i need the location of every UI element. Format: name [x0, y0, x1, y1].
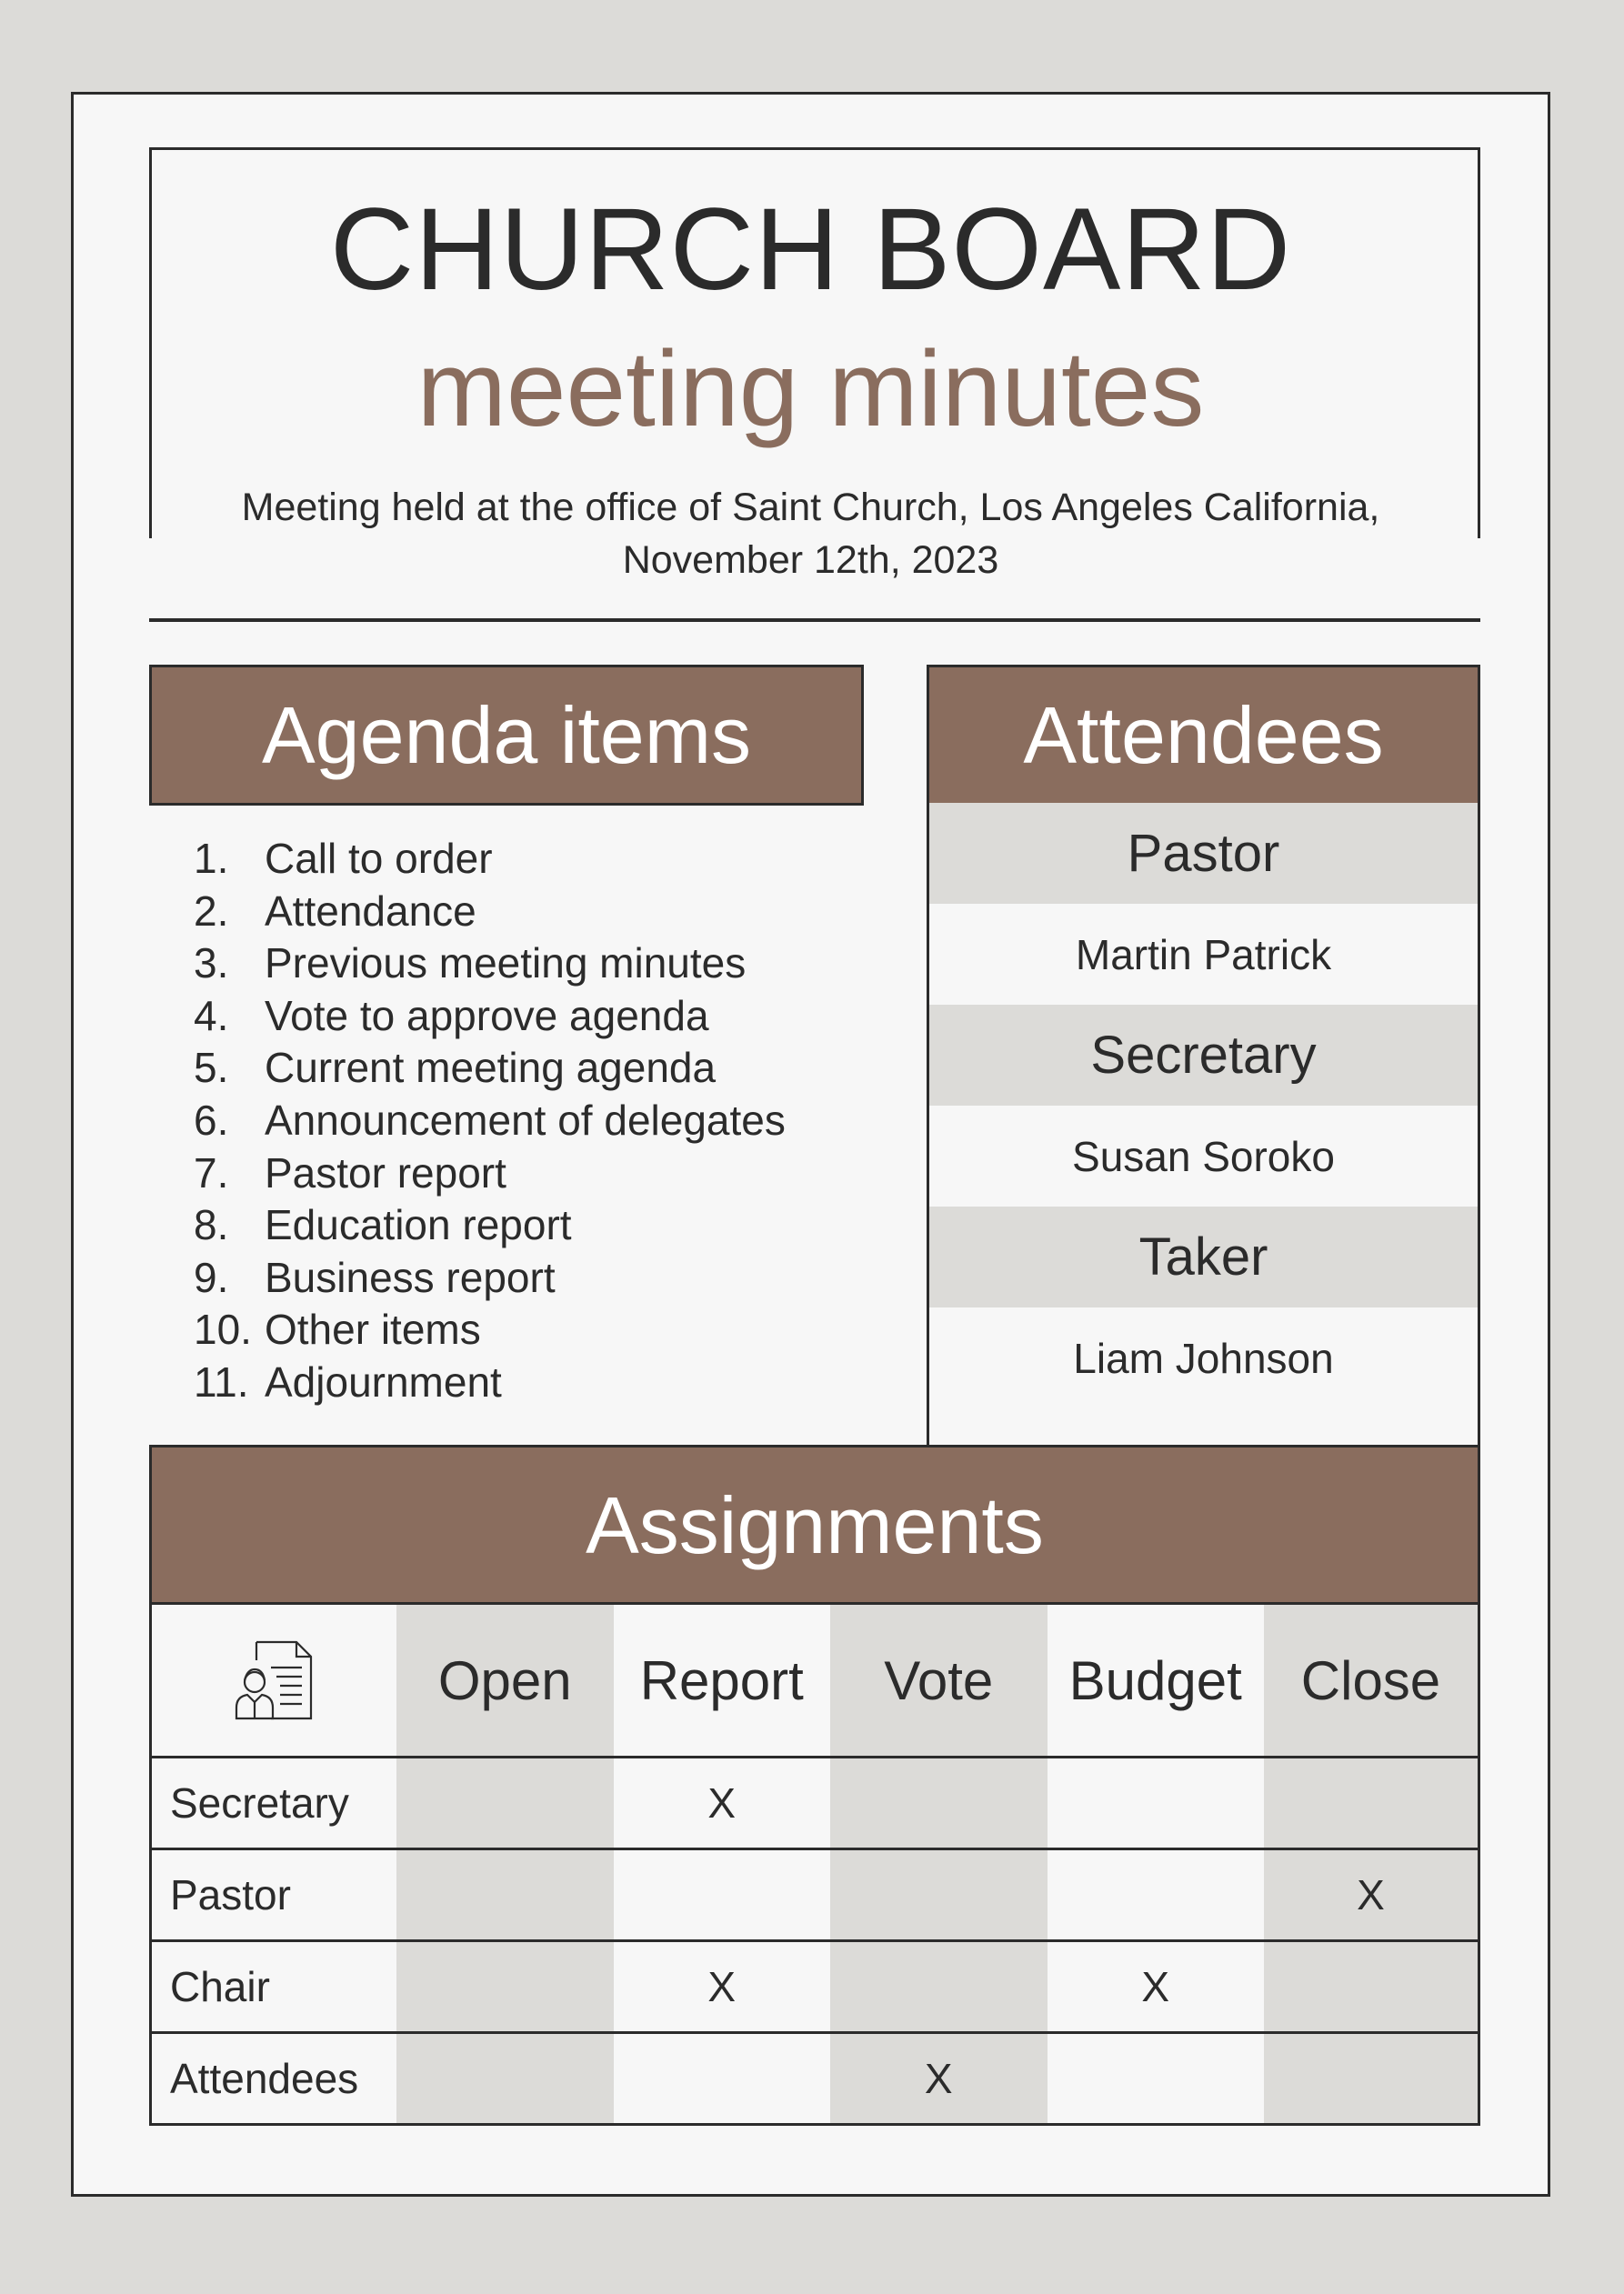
agenda-item: 6. Announcement of delegates [194, 1096, 786, 1144]
attendee-name: Susan Soroko [929, 1106, 1478, 1207]
assignment-cell [1264, 2033, 1479, 2125]
column-header: Vote [830, 1604, 1047, 1758]
meeting-date: November 12th, 2023 [622, 538, 999, 582]
table-row [151, 1849, 1479, 1941]
assignment-cell [396, 2033, 613, 2125]
agenda-item: 2. Attendance [194, 887, 476, 935]
table-row [151, 1758, 1479, 1849]
document-person-icon [151, 1604, 397, 1758]
assignment-cell: X [614, 1941, 830, 2033]
table-row [151, 2033, 1479, 2125]
assignment-cell [1048, 2033, 1264, 2125]
attendees-list [927, 803, 1480, 1504]
document-title: CHURCH BOARD [329, 185, 1292, 315]
assignment-cell [396, 1941, 613, 2033]
assignment-cell [1264, 1941, 1479, 2033]
assignment-cell [830, 1758, 1047, 1849]
attendee-role: Secretary [929, 1005, 1478, 1106]
assignments-table [149, 1602, 1480, 2126]
attendees-heading: Attendees [927, 665, 1480, 806]
attendee-name: Liam Johnson [929, 1307, 1478, 1408]
agenda-item: 1. Call to order [194, 835, 493, 882]
assignment-cell [1264, 1758, 1479, 1849]
document-page [71, 92, 1550, 2197]
assignment-cell [396, 1758, 613, 1849]
assignment-cell [396, 1849, 613, 1941]
agenda-list [194, 833, 786, 1409]
attendee-role: Taker [929, 1207, 1478, 1307]
assignments-header-row [151, 1604, 1479, 1758]
assignments-heading: Assignments [149, 1445, 1480, 1605]
assignment-cell [1048, 1849, 1264, 1941]
row-label: Pastor [151, 1849, 397, 1941]
column-header: Report [614, 1604, 830, 1758]
document-subtitle: meeting minutes [416, 329, 1205, 449]
row-label: Attendees [151, 2033, 397, 2125]
assignment-cell [830, 1849, 1047, 1941]
agenda-item: 4. Vote to approve agenda [194, 991, 709, 1039]
assignment-cell: X [830, 2033, 1047, 2125]
assignment-cell: X [614, 1758, 830, 1849]
assignment-cell [614, 2033, 830, 2125]
agenda-item: 7. Pastor report [194, 1148, 506, 1197]
row-label: Chair [151, 1941, 397, 2033]
assignment-cell [614, 1849, 830, 1941]
meeting-info [74, 481, 1548, 586]
agenda-item: 10. Other items [194, 1306, 481, 1354]
assignment-cell: X [1048, 1941, 1264, 2033]
agenda-item: 8. Education report [194, 1201, 572, 1249]
table-row [151, 1941, 1479, 2033]
row-label: Secretary [151, 1758, 397, 1849]
assignment-cell: X [1264, 1849, 1479, 1941]
agenda-heading: Agenda items [149, 665, 864, 806]
meeting-location: Meeting held at the office of Saint Church, Los Angeles California, [241, 486, 1380, 529]
agenda-item: 5. Current meeting agenda [194, 1044, 717, 1092]
assignment-cell [830, 1941, 1047, 2033]
agenda-item: 3. Previous meeting minutes [194, 939, 747, 987]
attendee-role: Pastor [929, 803, 1478, 904]
column-header: Open [396, 1604, 613, 1758]
column-header: Close [1264, 1604, 1479, 1758]
agenda-item: 9. Business report [194, 1253, 556, 1301]
agenda-item: 11. Adjournment [194, 1357, 502, 1406]
assignment-cell [1048, 1758, 1264, 1849]
attendee-name: Martin Patrick [929, 904, 1478, 1005]
column-header: Budget [1048, 1604, 1264, 1758]
header-divider [149, 618, 1480, 622]
